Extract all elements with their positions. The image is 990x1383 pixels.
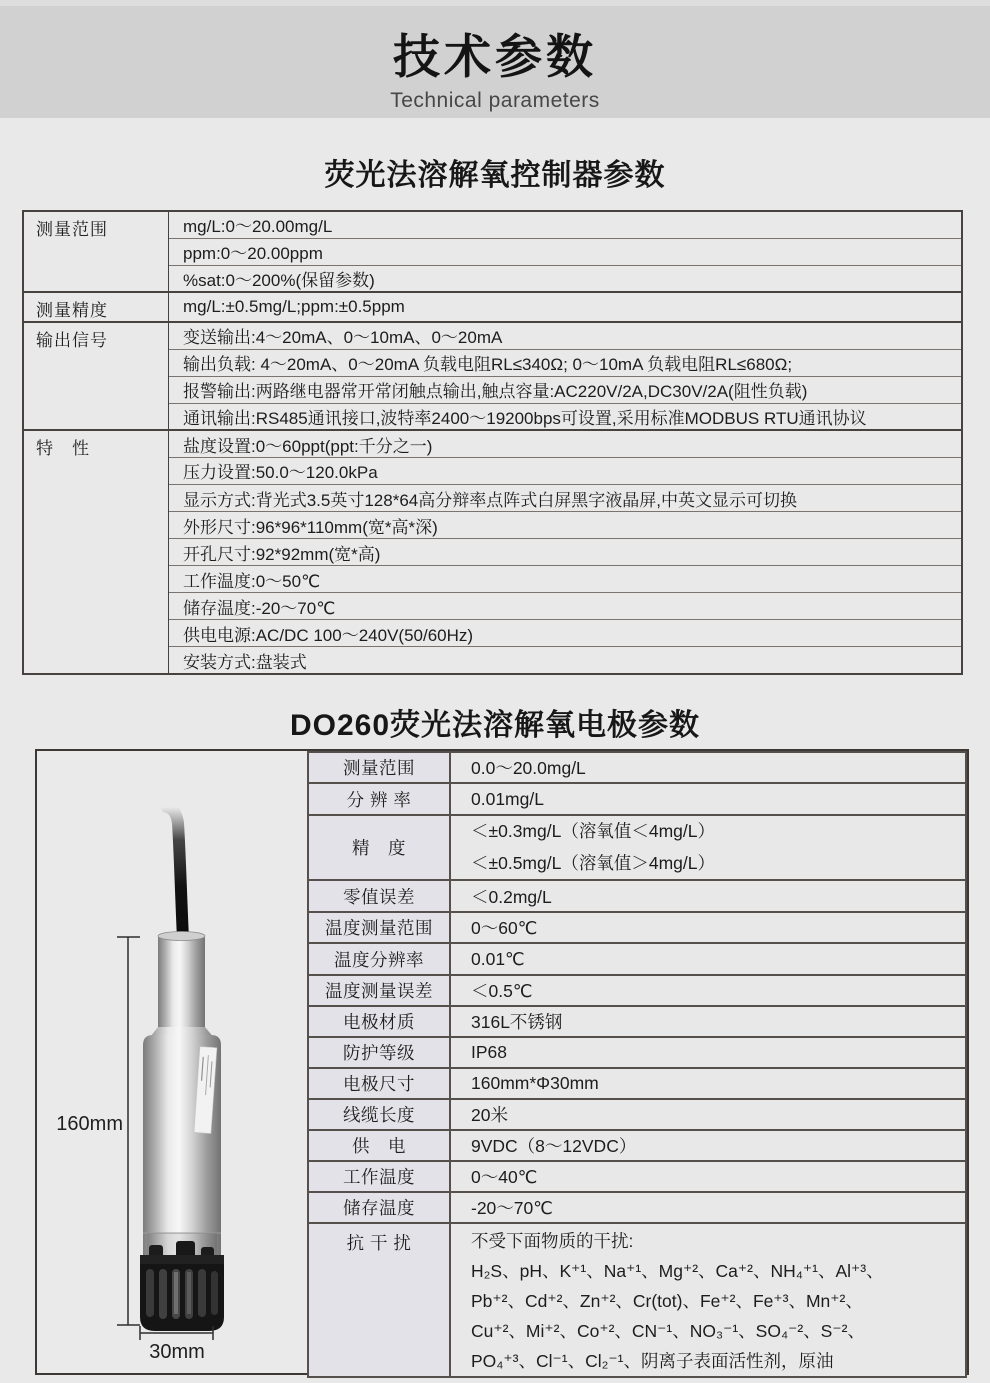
param-label-cell: 零值误差 [308,880,450,912]
param-label-cell: 供 电 [308,1130,450,1161]
param-value-cell [450,1223,966,1377]
param-value-cell: ＜0.2mg/L [450,880,966,912]
param-value-cell: 0.0～20.0mg/L [450,752,966,783]
electrode-spec-table [307,751,967,1378]
probe-length-label: 160mm [56,1113,123,1135]
header-banner [0,6,990,118]
param-label-cell: 工作温度 [308,1161,450,1192]
value-line: ＜±0.3mg/L（溶氧值＜4mg/L） [471,821,715,841]
probe-photo-panel [37,751,307,1373]
param-value-cell: 20米 [450,1099,966,1130]
table-row [23,292,962,322]
table-row [308,1192,966,1223]
param-label-cell: 抗 干 扰 [308,1223,450,1377]
table-row [308,752,966,783]
param-value-cell: 316L不锈钢 [450,1006,966,1037]
param-value-cell: 安装方式:盘装式 [169,647,963,674]
param-value-cell: 9VDC（8～12VDC） [450,1130,966,1161]
value-line: H₂S、pH、K⁺¹、Na⁺¹、Mg⁺²、Ca⁺²、NH₄⁺¹、Al⁺³、 [471,1261,884,1281]
param-label-cell: 防护等级 [308,1037,450,1068]
electrode-section-title: DO260荧光法溶解氧电极参数 [289,709,701,742]
param-value-cell: 压力设置:50.0～120.0kPa [169,457,963,484]
table-row [23,211,962,238]
table-row [308,1037,966,1068]
table-row [308,1161,966,1192]
table-row [308,1223,966,1377]
table-row [308,1006,966,1037]
table-row [308,815,966,880]
param-value-cell: 0～40℃ [450,1161,966,1192]
probe-neck [158,935,205,1035]
probe-cable [167,807,183,939]
param-label-cell: 线缆长度 [308,1099,450,1130]
param-label-cell: 测量范围 [23,211,169,292]
param-value-cell: 显示方式:背光式3.5英寸128*64高分辩率点阵式白屏黑字液晶屏,中英文显示可切换 [169,484,963,511]
table-row [308,912,966,943]
param-value-cell: 外形尺寸:96*96*110mm(宽*高*深) [169,512,963,539]
value-line: Pb⁺²、Cd⁺²、Zn⁺²、Cr(tot)、Fe⁺²、Fe⁺³、Mn⁺²、 [471,1291,863,1311]
table-row [308,880,966,912]
table-row [308,943,966,975]
param-value-cell: 0.01℃ [450,943,966,975]
param-label-cell: 温度分辨率 [308,943,450,975]
param-label-cell: 特 性 [23,430,169,674]
param-value-cell [450,815,966,880]
param-value-cell: IP68 [450,1037,966,1068]
param-label-cell: 储存温度 [308,1192,450,1223]
param-value-cell: %sat:0～200%(保留参数) [169,265,963,292]
param-value-cell: 输出负载: 4～20mA、0～20mA 负载电阻RL≤340Ω; 0～10mA 负载电阻RL≤680Ω; [169,349,963,376]
value-line: PO₄⁺³、Cl⁻¹、Cl₂⁻¹、阴离子表面活性剂，原油 [471,1351,834,1371]
param-value-cell: 变送输出:4～20mA、0～10mA、0～20mA [169,322,963,349]
param-value-cell: ppm:0～20.00ppm [169,238,963,265]
page-title: 技术参数 [393,30,597,83]
table-row [308,975,966,1006]
probe-diameter-label: 30mm [149,1341,205,1363]
param-value-cell: mg/L:0～20.00mg/L [169,211,963,238]
table-row [308,1099,966,1130]
table-row [23,322,962,349]
param-value-cell: 通讯输出:RS485通讯接口,波特率2400～19200bps可设置,采用标准MODBUS RTU通讯协议 [169,403,963,430]
param-label-cell: 测量范围 [308,752,450,783]
param-label-cell: 输出信号 [23,322,169,430]
param-value-cell: 供电电源:AC/DC 100～240V(50/60Hz) [169,620,963,647]
probe-photo [37,751,307,1373]
param-value-cell: 报警输出:两路继电器常开常闭触点输出,触点容量:AC220V/2A,DC30V/2A(阻性负载) [169,376,963,403]
param-label-cell: 精 度 [308,815,450,880]
param-label-cell: 温度测量范围 [308,912,450,943]
param-value-cell: 盐度设置:0～60ppt(ppt:千分之一) [169,430,963,457]
param-label-cell: 电极材质 [308,1006,450,1037]
controller-spec-table [22,210,963,675]
electrode-spec-panel [35,749,969,1375]
param-value-cell: 工作温度:0～50℃ [169,566,963,593]
value-line: Cu⁺²、Mi⁺²、Co⁺²、CN⁻¹、NO₃⁻¹、SO₄⁻²、S⁻²、 [471,1321,865,1341]
param-value-cell: 0～60℃ [450,912,966,943]
param-value-cell: 储存温度:-20～70℃ [169,593,963,620]
table-row [23,430,962,457]
value-line: 不受下面物质的干扰: [471,1231,634,1251]
param-value-cell: -20～70℃ [450,1192,966,1223]
param-value-cell: ＜0.5℃ [450,975,966,1006]
param-label-cell: 温度测量误差 [308,975,450,1006]
param-label-cell: 测量精度 [23,292,169,322]
param-value-cell: mg/L:±0.5mg/L;ppm:±0.5ppm [169,292,963,322]
controller-section-title: 荧光法溶解氧控制器参数 [324,159,666,192]
value-line: ＜±0.5mg/L（溶氧值＞4mg/L） [471,852,715,873]
param-label-cell: 电极尺寸 [308,1068,450,1099]
table-row [308,1068,966,1099]
table-row [308,783,966,815]
param-value-cell: 160mm*Φ30mm [450,1068,966,1099]
probe-cage [140,1241,224,1331]
table-row [308,1130,966,1161]
page-subtitle: Technical parameters [390,89,600,112]
param-value-cell: 开孔尺寸:92*92mm(宽*高) [169,539,963,566]
param-label-cell: 分 辨 率 [308,783,450,815]
param-value-cell: 0.01mg/L [450,783,966,815]
